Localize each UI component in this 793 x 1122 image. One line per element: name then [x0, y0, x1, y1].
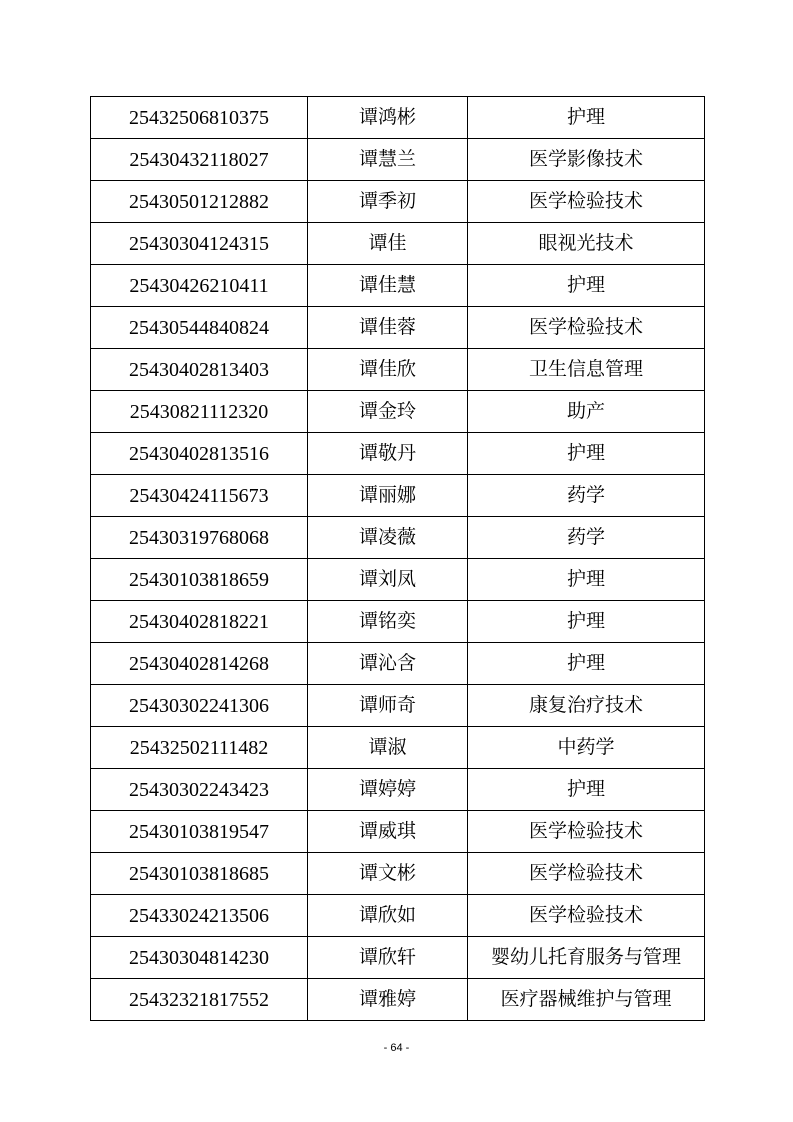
student-name-cell: 谭金玲: [308, 391, 468, 433]
table-row: [91, 937, 705, 979]
table-row: [91, 769, 705, 811]
major-cell: 眼视光技术: [468, 223, 705, 265]
major-cell: 护理: [468, 97, 705, 139]
table-row: [91, 139, 705, 181]
table-row: [91, 853, 705, 895]
table-row: [91, 685, 705, 727]
exam-number-cell: 25430821112320: [91, 391, 308, 433]
exam-number-cell: 25430304814230: [91, 937, 308, 979]
exam-number-cell: 25430402813403: [91, 349, 308, 391]
major-cell: 护理: [468, 769, 705, 811]
major-cell: 医学检验技术: [468, 811, 705, 853]
exam-number-cell: 25430402814268: [91, 643, 308, 685]
roster-body: [91, 97, 705, 1021]
major-cell: 医疗器械维护与管理: [468, 979, 705, 1021]
student-name-cell: 谭佳慧: [308, 265, 468, 307]
student-name-cell: 谭凌薇: [308, 517, 468, 559]
major-cell: 护理: [468, 433, 705, 475]
table-row: [91, 727, 705, 769]
table-row: [91, 475, 705, 517]
student-name-cell: 谭欣如: [308, 895, 468, 937]
student-roster-table: [90, 96, 705, 1021]
exam-number-cell: 25430302241306: [91, 685, 308, 727]
major-cell: 医学影像技术: [468, 139, 705, 181]
exam-number-cell: 25430402813516: [91, 433, 308, 475]
table-row: [91, 223, 705, 265]
student-name-cell: 谭婷婷: [308, 769, 468, 811]
student-name-cell: 谭铭奕: [308, 601, 468, 643]
table-row: [91, 811, 705, 853]
major-cell: 护理: [468, 643, 705, 685]
page-number: - 64 -: [383, 1042, 410, 1054]
major-cell: 护理: [468, 559, 705, 601]
student-name-cell: 谭敬丹: [308, 433, 468, 475]
exam-number-cell: 25430103819547: [91, 811, 308, 853]
table-row: [91, 979, 705, 1021]
major-cell: 婴幼儿托育服务与管理: [468, 937, 705, 979]
student-name-cell: 谭佳蓉: [308, 307, 468, 349]
table-row: [91, 895, 705, 937]
exam-number-cell: 25433024213506: [91, 895, 308, 937]
exam-number-cell: 25430426210411: [91, 265, 308, 307]
table-row: [91, 97, 705, 139]
major-cell: 护理: [468, 265, 705, 307]
table-row: [91, 433, 705, 475]
table-row: [91, 643, 705, 685]
table-row: [91, 307, 705, 349]
exam-number-cell: 25432321817552: [91, 979, 308, 1021]
table-row: [91, 181, 705, 223]
student-name-cell: 谭刘凤: [308, 559, 468, 601]
student-name-cell: 谭鸿彬: [308, 97, 468, 139]
exam-number-cell: 25430501212882: [91, 181, 308, 223]
major-cell: 康复治疗技术: [468, 685, 705, 727]
table-row: [91, 349, 705, 391]
student-name-cell: 谭季初: [308, 181, 468, 223]
student-name-cell: 谭师奇: [308, 685, 468, 727]
exam-number-cell: 25432506810375: [91, 97, 308, 139]
exam-number-cell: 25430432118027: [91, 139, 308, 181]
major-cell: 助产: [468, 391, 705, 433]
major-cell: 药学: [468, 475, 705, 517]
student-name-cell: 谭雅婷: [308, 979, 468, 1021]
table-row: [91, 601, 705, 643]
table-row: [91, 517, 705, 559]
exam-number-cell: 25430103818659: [91, 559, 308, 601]
student-name-cell: 谭佳欣: [308, 349, 468, 391]
exam-number-cell: 25430424115673: [91, 475, 308, 517]
major-cell: 医学检验技术: [468, 181, 705, 223]
major-cell: 医学检验技术: [468, 895, 705, 937]
major-cell: 卫生信息管理: [468, 349, 705, 391]
student-name-cell: 谭沁含: [308, 643, 468, 685]
student-name-cell: 谭丽娜: [308, 475, 468, 517]
table-row: [91, 391, 705, 433]
student-name-cell: 谭文彬: [308, 853, 468, 895]
student-name-cell: 谭淑: [308, 727, 468, 769]
exam-number-cell: 25430304124315: [91, 223, 308, 265]
exam-number-cell: 25430402818221: [91, 601, 308, 643]
exam-number-cell: 25430544840824: [91, 307, 308, 349]
major-cell: 医学检验技术: [468, 307, 705, 349]
student-name-cell: 谭威琪: [308, 811, 468, 853]
table-row: [91, 265, 705, 307]
student-name-cell: 谭慧兰: [308, 139, 468, 181]
major-cell: 护理: [468, 601, 705, 643]
major-cell: 中药学: [468, 727, 705, 769]
student-name-cell: 谭佳: [308, 223, 468, 265]
exam-number-cell: 25430302243423: [91, 769, 308, 811]
table-row: [91, 559, 705, 601]
major-cell: 药学: [468, 517, 705, 559]
major-cell: 医学检验技术: [468, 853, 705, 895]
exam-number-cell: 25430103818685: [91, 853, 308, 895]
exam-number-cell: 25432502111482: [91, 727, 308, 769]
student-name-cell: 谭欣轩: [308, 937, 468, 979]
exam-number-cell: 25430319768068: [91, 517, 308, 559]
